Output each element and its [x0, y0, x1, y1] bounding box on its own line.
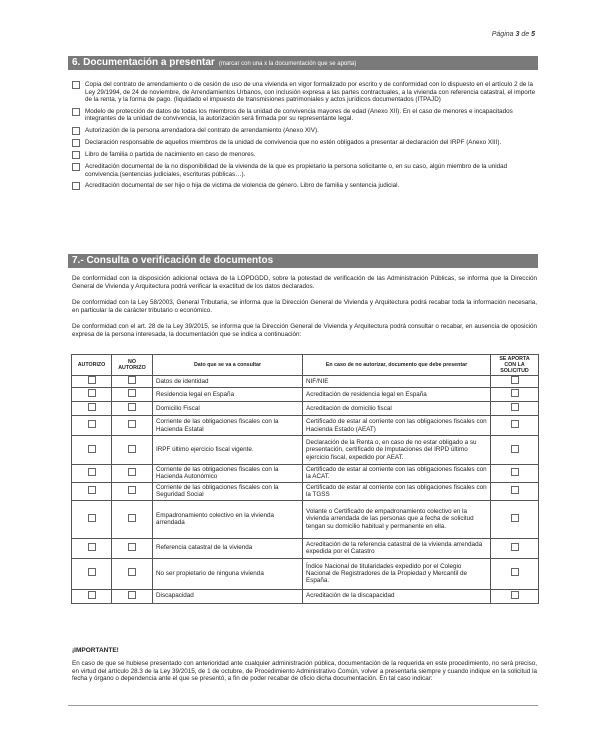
no-autorizo-cell [112, 589, 153, 603]
doc-item-label: Libro de familia o partida de nacimiento en caso de menores. [85, 150, 256, 158]
header-documento: En caso de no autorizar, documento que debe presentar [303, 355, 491, 376]
table-row [72, 436, 539, 465]
documento-cell: Acreditación de domicilio fiscal [303, 402, 491, 416]
header-autorizo: AUTORIZO [72, 355, 112, 376]
dato-cell: Datos de identidad [153, 376, 303, 388]
autorizo-cell [72, 482, 112, 500]
autorizo-cell [72, 376, 112, 388]
autorizo-checkbox[interactable] [88, 486, 96, 494]
documento-cell: Volante o Certificado de empadronamiento colectivo en la vivienda arrendada de las personas que a fecha de solicitud tengan su domicilio habitual y permanente en ella. [303, 500, 491, 538]
se-aporta-cell [491, 558, 539, 589]
autorizo-cell [72, 538, 112, 558]
doc-item-gender-violence [72, 182, 540, 190]
no-autorizo-checkbox[interactable] [128, 514, 136, 522]
no-autorizo-cell [112, 376, 153, 388]
autorizo-checkbox[interactable] [88, 514, 96, 522]
autorizo-cell [72, 402, 112, 416]
no-autorizo-checkbox[interactable] [128, 568, 136, 576]
se-aporta-cell [491, 416, 539, 436]
header-se-aporta: SE APORTA CON LA SOLICITUD [491, 355, 539, 376]
doc-item-label: Declaración responsable de aquellos miembros de la unidad de convivencia que no estén obligados a presentar al declaración del IRPF (Anexo XIII). [85, 138, 502, 146]
dato-cell: Corriente de las obligaciones fiscales con la Hacienda Estatal [153, 416, 303, 436]
section-6-title: 6. Documentación a presentar [72, 57, 215, 68]
se-aporta-checkbox[interactable] [511, 376, 519, 384]
page-current: 3 [515, 31, 520, 38]
no-autorizo-checkbox[interactable] [128, 445, 136, 453]
divider [68, 705, 538, 706]
documento-cell: Certificado de estar al corriente con las obligaciones fiscales con Hacienda Estado (AEAT) [303, 416, 491, 436]
doc-item-label: Copia del contrato de arrendamiento o de cesión de uso de una vivienda en vigor formalizado por escrito y de conformidad con lo dispuesto en el artículo 2 de la Ley 29/1994, de 24 de noviembre, de Arrendamientos Urbanos, con inclusión expresa a las partes contractuales, a la vivienda con referencia catastral, el importe de la renta, y la forma de pago. (liquidado el impuesto de transmisiones patrimoniales y actos jurídicos documentados (ITPAJD) [85, 81, 536, 104]
documento-cell: Acreditación de la referencia catastral de la vivienda arrendada expedida por el Catastro [303, 538, 491, 558]
header-dato: Dato que se va a consultar [153, 355, 303, 376]
autorizo-cell [72, 465, 112, 483]
no-autorizo-checkbox[interactable] [128, 403, 136, 411]
dato-cell: IRPF último ejercicio fiscal vigente. [153, 436, 303, 465]
se-aporta-checkbox[interactable] [511, 568, 519, 576]
se-aporta-checkbox[interactable] [511, 445, 519, 453]
doc-item-label: Modelo de protección de datos de todas los miembros de la unidad de convivencia mayores de edad (Anexo XII). En el caso de menores e incapacitados integrantes de la unidad de convivencia, la autorización será firmada por su representante legal. [85, 107, 513, 123]
se-aporta-checkbox[interactable] [511, 389, 519, 397]
autorizo-checkbox[interactable] [88, 445, 96, 453]
se-aporta-cell [491, 538, 539, 558]
se-aporta-checkbox[interactable] [511, 486, 519, 494]
checkbox-data-protection[interactable] [72, 108, 80, 116]
dato-cell: Discapacidad [153, 589, 303, 603]
documento-cell: NIF/NIE [303, 376, 491, 388]
no-autorizo-checkbox[interactable] [128, 468, 136, 476]
autorizo-checkbox[interactable] [88, 591, 96, 599]
autorizo-checkbox[interactable] [88, 376, 96, 384]
no-autorizo-cell [112, 436, 153, 465]
no-autorizo-checkbox[interactable] [128, 591, 136, 599]
autorizo-cell [72, 416, 112, 436]
no-autorizo-cell [112, 402, 153, 416]
table-row [72, 402, 539, 416]
se-aporta-cell [491, 402, 539, 416]
checkbox-responsible-declaration[interactable] [72, 139, 80, 147]
dato-cell: Corriente de las obligaciones fiscales con la Seguridad Social [153, 482, 303, 500]
autorizo-cell [72, 436, 112, 465]
documento-cell: Certificado de estar al corriente con las obligaciones fiscales con la TGSS [303, 482, 491, 500]
consultation-table [71, 354, 539, 604]
dato-cell: Referencia catastral de la vivienda [153, 538, 303, 558]
autorizo-checkbox[interactable] [88, 468, 96, 476]
autorizo-cell [72, 558, 112, 589]
paragraph-lopdgdd: De conformidad con la disposición adicional octava de la LOPDGDD, sobre la potestad de verificación de las Administración Públicas, se informa que la Dirección General de Vivienda y Arquitectura podrá verificar la exactitud de los datos declarados. [72, 275, 537, 290]
autorizo-checkbox[interactable] [88, 389, 96, 397]
table-row [72, 416, 539, 436]
autorizo-checkbox[interactable] [88, 403, 96, 411]
page-label: Página [491, 31, 514, 38]
table-row [72, 376, 539, 388]
se-aporta-cell [491, 388, 539, 402]
checkbox-family-book[interactable] [72, 151, 80, 159]
se-aporta-cell [491, 465, 539, 483]
autorizo-cell [72, 500, 112, 538]
page-number [492, 31, 535, 38]
checkbox-gender-violence[interactable] [72, 182, 80, 190]
no-autorizo-cell [112, 482, 153, 500]
se-aporta-cell [491, 482, 539, 500]
documento-cell: Acreditación de residencia legal en España [303, 388, 491, 402]
se-aporta-checkbox[interactable] [511, 514, 519, 522]
table-row [72, 482, 539, 500]
dato-cell: Domicilio Fiscal [153, 402, 303, 416]
no-autorizo-cell [112, 500, 153, 538]
documento-cell: Índice Nacional de titularidades expedido por el Colegio Nacional de Registradores de la Propiedad y Mercantil de España. [303, 558, 491, 589]
doc-item-responsible-declaration [72, 139, 540, 147]
table-row [72, 465, 539, 483]
table-row [72, 589, 539, 603]
no-autorizo-checkbox[interactable] [128, 420, 136, 428]
checkbox-landlord-authorization[interactable] [72, 127, 80, 135]
se-aporta-cell [491, 500, 539, 538]
se-aporta-cell [491, 589, 539, 603]
se-aporta-cell [491, 436, 539, 465]
no-autorizo-checkbox[interactable] [128, 376, 136, 384]
documento-cell: Acreditación de la discapacidad [303, 589, 491, 603]
se-aporta-cell [491, 376, 539, 388]
table-body [72, 376, 539, 604]
page-total: 5 [531, 31, 535, 38]
no-autorizo-checkbox[interactable] [128, 389, 136, 397]
autorizo-cell [72, 589, 112, 603]
autorizo-checkbox[interactable] [88, 420, 96, 428]
important-text: En caso de que se hubiese presentado con anterioridad ante cualquier administración pública, documentación de la requerida en este procedimiento, no será preciso, en virtud del artículo 28.3 de la Ley 39/2015, de 1 de octubre, de Procedimiento Administrativo Común, volver a presentarla siempre y cuando indique en la solicitud la fecha y órgano o dependencia ante el que se presentó, a fin de poder recabar de oficio dicha documentación. En tal caso indicar: [72, 660, 537, 683]
autorizo-checkbox[interactable] [88, 568, 96, 576]
se-aporta-checkbox[interactable] [511, 591, 519, 599]
dato-cell: No ser propietario de ninguna vivienda [153, 558, 303, 589]
dato-cell: Empadronamiento colectivo en la vivienda arrendada [153, 500, 303, 538]
se-aporta-checkbox[interactable] [511, 543, 519, 551]
documento-cell: Certificado de estar al corriente con las obligaciones fiscales con la ACAT. [303, 465, 491, 483]
document-checklist [72, 81, 540, 194]
dato-cell: Corriente de las obligaciones fiscales con la Hacienda Autonómico [153, 465, 303, 483]
doc-item-contract [72, 81, 540, 104]
no-autorizo-cell [112, 465, 153, 483]
doc-item-label: Acreditación documental de la no disponibilidad de la vivienda de la que es propietario la persona solicitante o, en su caso, algún miembro de la unidad convivencia.(sentencias judiciales, escrituras públicas…). [85, 162, 508, 178]
doc-item-family-book [72, 151, 540, 159]
important-title: ¡IMPORTANTE! [72, 647, 119, 654]
no-autorizo-checkbox[interactable] [128, 543, 136, 551]
table-row [72, 558, 539, 589]
se-aporta-checkbox[interactable] [511, 468, 519, 476]
autorizo-cell [72, 388, 112, 402]
se-aporta-checkbox[interactable] [511, 420, 519, 428]
no-autorizo-cell [112, 558, 153, 589]
table-row [72, 500, 539, 538]
dato-cell: Residencia legal en España [153, 388, 303, 402]
no-autorizo-checkbox[interactable] [128, 486, 136, 494]
section-6-subtitle: (marcar con una x la documentación que se aporta) [218, 61, 357, 67]
se-aporta-checkbox[interactable] [511, 403, 519, 411]
doc-item-label: Autorización de la persona arrendadora del contrato de arrendamiento (Anexo XIV). [85, 126, 319, 134]
checkbox-contract[interactable] [72, 81, 80, 89]
autorizo-checkbox[interactable] [88, 543, 96, 551]
header-no-autorizo: NO AUTORIZO [112, 355, 153, 376]
table-row [72, 538, 539, 558]
doc-item-label: Acreditación documental de ser hijo o hija de victima de violencia de género. Libro de familia y sentencia judicial. [85, 182, 400, 190]
no-autorizo-cell [112, 388, 153, 402]
checkbox-non-availability[interactable] [72, 163, 80, 171]
table-header-row [72, 355, 539, 376]
section-7-header [68, 254, 538, 268]
no-autorizo-cell [112, 538, 153, 558]
paragraph-ley-39-2015: De conformidad con el art. 28 de la Ley 39/2015, se informa que la Dirección General de Vivienda y Arquitectura podrá consultar o recabar, en ausencia de oposición expresa de la persona interesada, la documentación que se indica a continuación: [72, 323, 537, 338]
doc-item-data-protection [72, 108, 540, 123]
section-7-title: 7.- Consulta o verificación de documentos [72, 255, 274, 266]
section-6-header [68, 56, 538, 70]
page-of: de [521, 31, 530, 38]
paragraph-ley-tributaria: De conformidad con la Ley 58/2003, General Tributaria, se informa que la Dirección General de Vivienda y Arquitectura podrá recabar toda la información necesaria, en particular la de carácter tributario o económico. [72, 299, 537, 314]
documento-cell: Declaración de la Renta o, en caso de no estar obligado a su presentación, certificado de Imputaciones del IRPD último ejercicio fiscal, expedido por AEAT. [303, 436, 491, 465]
table-row [72, 388, 539, 402]
no-autorizo-cell [112, 416, 153, 436]
doc-item-landlord-authorization [72, 127, 540, 135]
doc-item-non-availability [72, 163, 540, 178]
